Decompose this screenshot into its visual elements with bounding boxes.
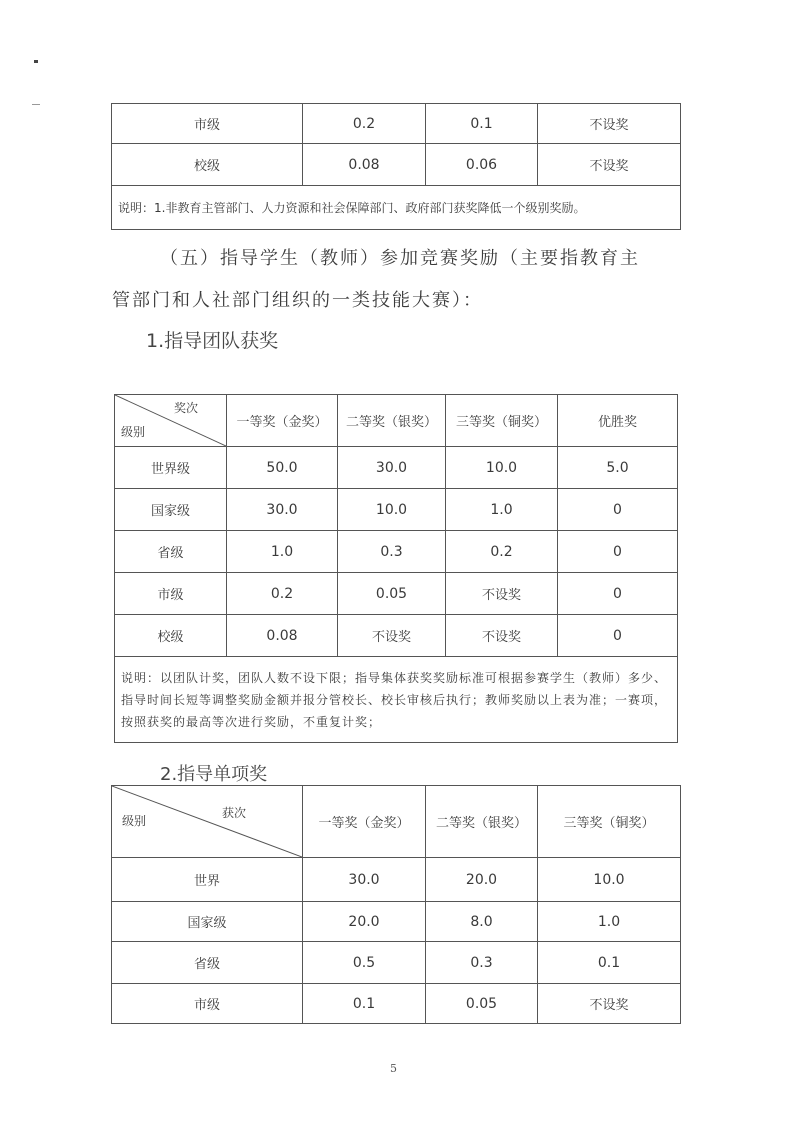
value-cell: 0 — [558, 615, 678, 657]
value-cell: 不设奖 — [338, 615, 446, 657]
value-cell: 0.05 — [426, 984, 538, 1024]
table-row — [112, 104, 681, 144]
value-cell: 不设奖 — [446, 615, 558, 657]
value-cell: 1.0 — [227, 531, 338, 573]
value-cell: 不设奖 — [446, 573, 558, 615]
value-cell: 0.05 — [338, 573, 446, 615]
value-cell: 0.2 — [303, 104, 426, 144]
table-row — [112, 902, 681, 942]
value-cell: 0.08 — [227, 615, 338, 657]
value-cell: 8.0 — [426, 902, 538, 942]
corner-top-label: 奖次 — [173, 401, 198, 415]
value-cell: 30.0 — [227, 489, 338, 531]
value-cell: 0 — [558, 573, 678, 615]
level-cell: 市级 — [112, 104, 303, 144]
value-cell: 1.0 — [446, 489, 558, 531]
level-cell: 市级 — [115, 573, 227, 615]
value-cell: 10.0 — [446, 447, 558, 489]
value-cell: 0.3 — [426, 942, 538, 984]
section-5-line-1: （五）指导学生（教师）参加竞赛奖励（主要指教育主 — [160, 248, 640, 269]
diagonal-header-cell — [112, 786, 303, 858]
column-header: 优胜奖 — [558, 395, 678, 447]
corner-bottom-label: 级别 — [122, 814, 147, 828]
single-award-heading: 2.指导单项奖 — [160, 764, 268, 785]
value-cell: 0.1 — [303, 984, 426, 1024]
table-note: 说明：以团队计奖，团队人数不设下限；指导集体获奖奖励标准可根据参赛学生（教师）多少、指导时间长短等调整奖励金额并报分管校长、校长审核后执行；教师奖励以上表为准；一赛项，按照获奖的最高等次进行奖励，不重复计奖； — [115, 657, 678, 743]
level-cell: 校级 — [115, 615, 227, 657]
column-header: 二等奖（银奖） — [338, 395, 446, 447]
table-row — [115, 489, 678, 531]
column-header: 一等奖（金奖） — [227, 395, 338, 447]
column-header: 一等奖（金奖） — [303, 786, 426, 858]
table-row — [112, 984, 681, 1024]
value-cell: 10.0 — [538, 858, 681, 902]
value-cell: 50.0 — [227, 447, 338, 489]
single-award-table — [111, 785, 681, 1024]
value-cell: 0.2 — [227, 573, 338, 615]
level-cell: 市级 — [112, 984, 303, 1024]
value-cell: 30.0 — [303, 858, 426, 902]
table-header-row — [112, 786, 681, 858]
value-cell: 0.06 — [426, 144, 538, 186]
level-cell: 国家级 — [112, 902, 303, 942]
value-cell: 0.1 — [538, 942, 681, 984]
value-cell: 0.5 — [303, 942, 426, 984]
value-cell: 不设奖 — [538, 984, 681, 1024]
value-cell: 10.0 — [338, 489, 446, 531]
level-cell: 省级 — [112, 942, 303, 984]
table-row — [115, 447, 678, 489]
value-cell: 不设奖 — [538, 104, 681, 144]
value-cell: 20.0 — [303, 902, 426, 942]
section-5-line-2: 管部门和人社部门组织的一类技能大赛）： — [112, 290, 483, 311]
scan-dot — [34, 60, 38, 63]
column-header: 二等奖（银奖） — [426, 786, 538, 858]
table-row — [112, 144, 681, 186]
table-row — [112, 942, 681, 984]
table-row — [112, 858, 681, 902]
table-note-row — [112, 186, 681, 230]
table-top — [111, 103, 681, 230]
value-cell: 0 — [558, 531, 678, 573]
value-cell: 不设奖 — [538, 144, 681, 186]
diagonal-header-cell — [115, 395, 227, 447]
table-note: 说明：1.非教育主管部门、人力资源和社会保障部门、政府部门获奖降低一个级别奖励。 — [112, 186, 681, 230]
value-cell: 0.1 — [426, 104, 538, 144]
team-award-table — [114, 394, 678, 743]
level-cell: 校级 — [112, 144, 303, 186]
level-cell: 国家级 — [115, 489, 227, 531]
table-row — [115, 615, 678, 657]
level-cell: 省级 — [115, 531, 227, 573]
value-cell: 0.2 — [446, 531, 558, 573]
value-cell: 5.0 — [558, 447, 678, 489]
table-note-row — [115, 657, 678, 743]
team-award-heading: 1.指导团队获奖 — [146, 330, 279, 352]
value-cell: 30.0 — [338, 447, 446, 489]
value-cell: 1.0 — [538, 902, 681, 942]
page-number: 5 — [390, 1062, 397, 1075]
value-cell: 0 — [558, 489, 678, 531]
scan-dash — [32, 104, 40, 105]
table-header-row — [115, 395, 678, 447]
level-cell: 世界级 — [115, 447, 227, 489]
column-header: 三等奖（铜奖） — [538, 786, 681, 858]
value-cell: 20.0 — [426, 858, 538, 902]
table-row — [115, 573, 678, 615]
corner-top-label: 获次 — [221, 806, 246, 820]
corner-bottom-label: 级别 — [121, 425, 146, 439]
value-cell: 0.08 — [303, 144, 426, 186]
level-cell: 世界 — [112, 858, 303, 902]
value-cell: 0.3 — [338, 531, 446, 573]
column-header: 三等奖（铜奖） — [446, 395, 558, 447]
table-row — [115, 531, 678, 573]
